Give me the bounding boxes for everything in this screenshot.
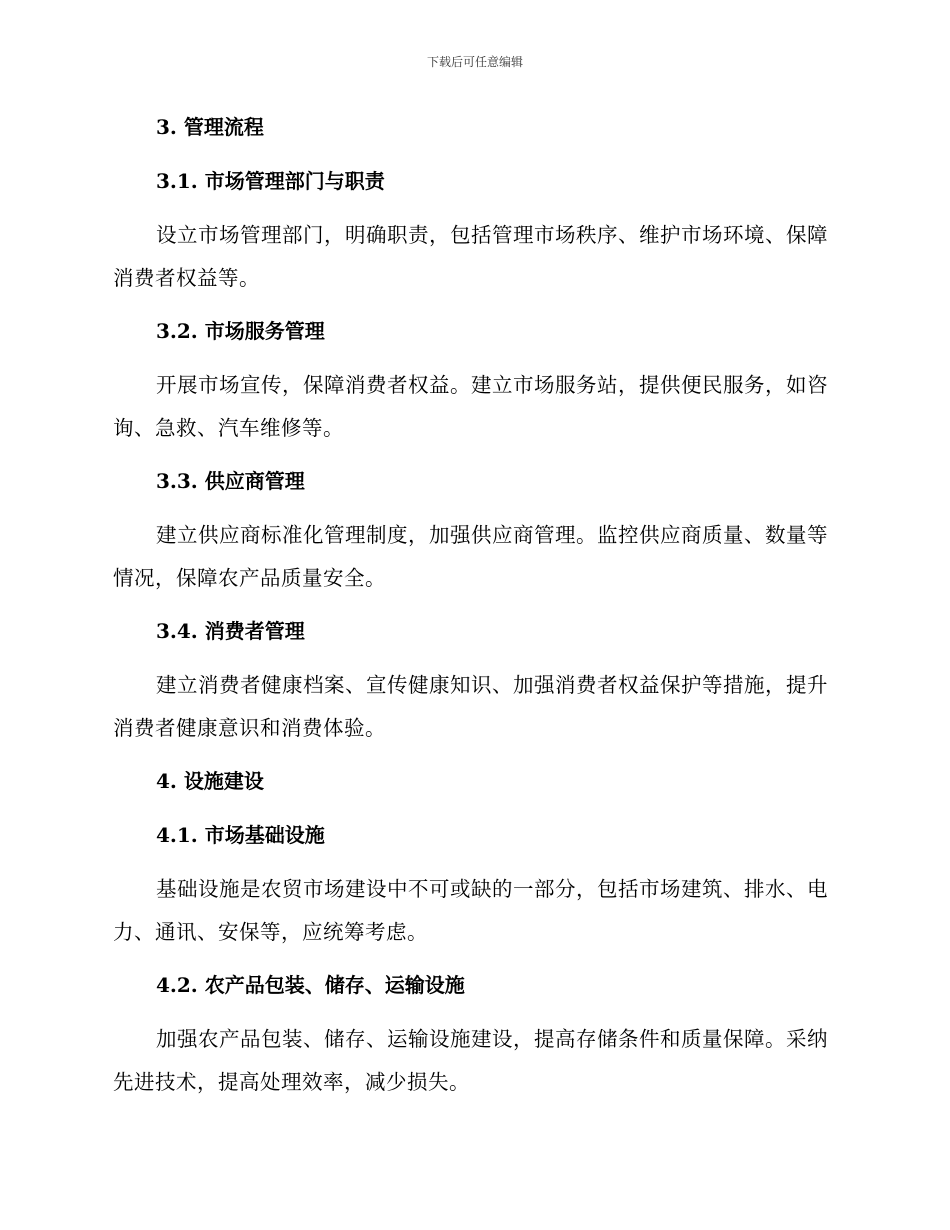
section-heading-3-1: 3.1. 市场管理部门与职责 <box>156 169 385 193</box>
paragraph-4-2: 加强农产品包装、储存、运输设施建设，提高存储条件和质量保障。采纳先进技术，提高处理效率，减少损失。 <box>113 1027 828 1094</box>
paragraph-3-4: 建立消费者健康档案、宣传健康知识、加强消费者权益保护等措施，提升消费者健康意识和消费体验。 <box>113 673 828 740</box>
section-heading-3-2: 3.2. 市场服务管理 <box>156 319 325 343</box>
section-heading-4-2: 4.2. 农产品包装、储存、运输设施 <box>156 973 465 997</box>
section-heading-3-3: 3.3. 供应商管理 <box>156 469 305 493</box>
paragraph-3-3: 建立供应商标准化管理制度，加强供应商管理。监控供应商质量、数量等情况，保障农产品质量安全。 <box>113 523 828 590</box>
paragraph-3-1: 设立市场管理部门，明确职责，包括管理市场秩序、维护市场环境、保障消费者权益等。 <box>113 223 828 290</box>
section-heading-3-4: 3.4. 消费者管理 <box>156 619 305 643</box>
section-heading-3: 3. 管理流程 <box>156 115 264 139</box>
page-header-note: 下载后可任意编辑 <box>426 55 523 69</box>
paragraph-3-2: 开展市场宣传，保障消费者权益。建立市场服务站，提供便民服务，如咨询、急救、汽车维修等。 <box>113 373 828 440</box>
section-heading-4-1: 4.1. 市场基础设施 <box>156 823 325 847</box>
section-heading-4: 4. 设施建设 <box>156 769 264 793</box>
document-body <box>113 106 833 1114</box>
paragraph-4-1: 基础设施是农贸市场建设中不可或缺的一部分，包括市场建筑、排水、电力、通讯、安保等，应统筹考虑。 <box>113 877 828 944</box>
